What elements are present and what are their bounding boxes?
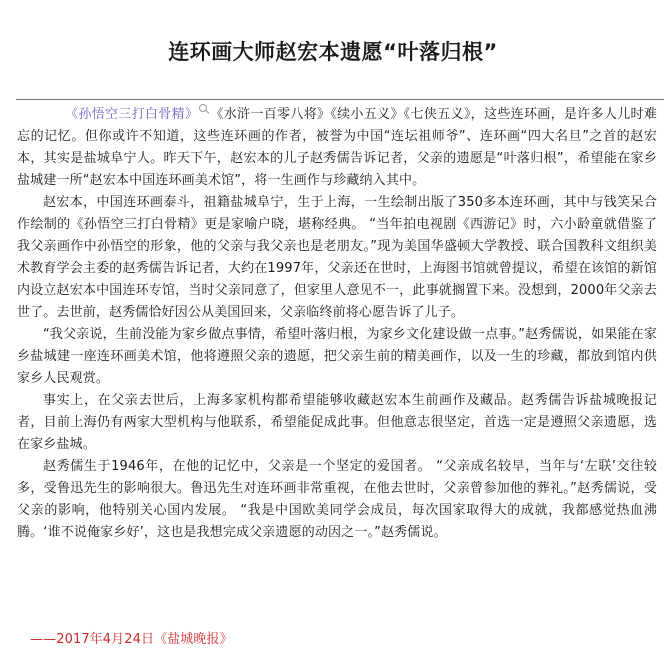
paragraph-4: 事实上，在父亲去世后，上海多家机构都希望能够收藏赵宏本生前画作及藏品。赵秀儒告诉盐城晚报记者，目前上海仍有两家大型机构与他联系，希望能促成此事。但他意志很坚定，首选一定是遵照父亲遗愿，选在家乡盐城。 (17, 393, 657, 452)
paragraph-1 (17, 104, 657, 192)
magnifier-icon[interactable] (199, 104, 207, 112)
article-source: ——2017年4月24日《盐城晚报》 (30, 632, 233, 647)
book-title-link[interactable]: 《孙悟空三打白骨精》 (65, 107, 199, 122)
paragraph-3: “我父亲说，生前没能为家乡做点事情，希望叶落归根，为家乡文化建设做一点事。”赵秀儒说，如果能在家乡盐城建一座连环画美术馆，他将遵照父亲的遗愿，把父亲生前的精美画作，以及一生的珍藏，都放到馆内供家乡人民观赏。 (17, 327, 657, 386)
article-title: 连环画大师赵宏本遗愿“叶落归根” (168, 40, 498, 64)
title-divider (16, 99, 664, 100)
paragraph-2: 赵宏本，中国连环画泰斗，祖籍盐城阜宁，生于上海，一生绘制出版了350多本连环画，其中与钱笑呆合作绘制的《孙悟空三打白骨精》更是家喻户晓，堪称经典。 “当年拍电视剧《西游记》时，六小龄童就借鉴了我父亲画作中孙悟空的形象，他的父亲与我父亲也是老朋友。”现为美国华盛顿大学教授、联合国教科文组织美术教育学会主委的赵秀儒告诉记者，大约在1997年，父亲还在世时，上海图书馆就曾提议，希望在该馆的新馆内设立赵宏本中国连环专馆，当时父亲同意了，但家里人意见不一，此事就搁置下来。没想到，2000年父亲去世了。去世前，赵秀儒恰好因公从美国回来，父亲临终前将心愿告诉了儿子。 (17, 195, 657, 320)
article-body (17, 104, 657, 544)
paragraph-5: 赵秀儒生于1946年，在他的记忆中，父亲是一个坚定的爱国者。 “父亲成名较早，当年与‘左联’交往较多，受鲁迅先生的影响很大。鲁迅先生对连环画非常重视，在他去世时，父亲曾参加他的葬礼。”赵秀儒说，受父亲的影响，他特别关心国内发展。 “我是中国欧美同学会成员，每次国家取得大的成就，我都感觉热血沸腾。‘谁不说俺家乡好’，这也是我想完成父亲遗愿的动因之一。”赵秀儒说。 (17, 459, 657, 540)
paragraph-1-text: 《水浒一百零八将》《续小五义》《七侠五义》，这些连环画，是许多人儿时难忘的记忆。但你或许不知道，这些连环画的作者，被誉为中国“连坛祖师爷”、连环画“四大名旦”之首的赵宏本，其实是盐城阜宁人。昨天下午，赵宏本的儿子赵秀儒告诉记者，父亲的遗愿是“叶落归根”，希望能在家乡盐城建一所“赵宏本中国连环画美术馆”，将一生画作与珍藏纳入其中。 (17, 107, 657, 188)
